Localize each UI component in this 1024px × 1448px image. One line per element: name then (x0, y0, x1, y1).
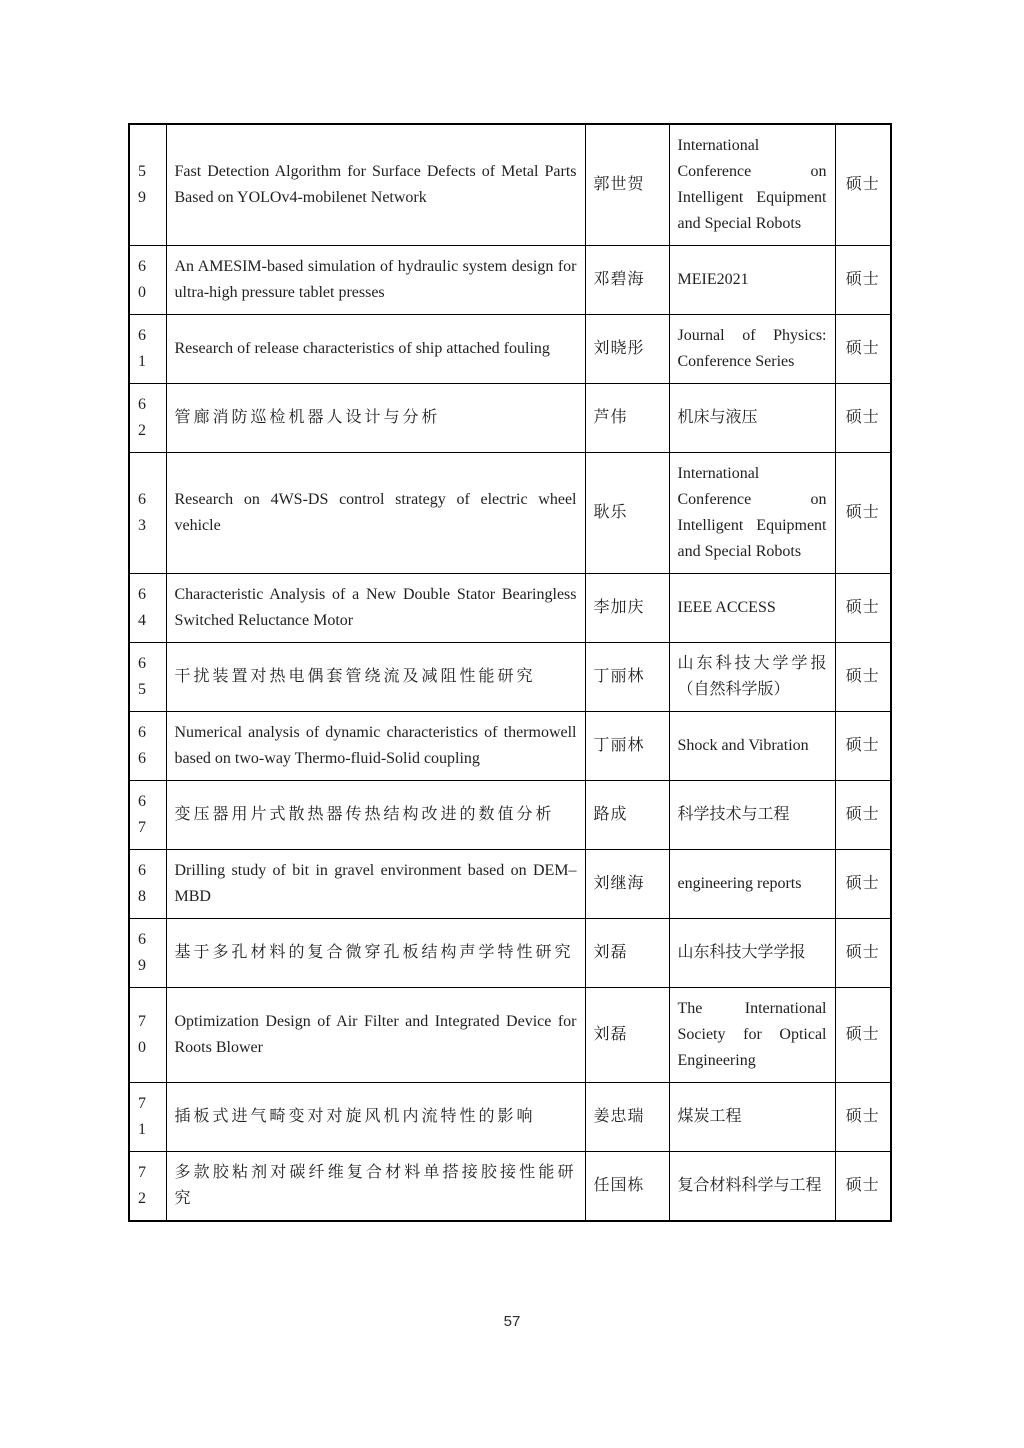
row-number-cell: 69 (129, 919, 166, 988)
author-name-cell: 耿乐 (585, 453, 669, 574)
author-name-cell: 路成 (585, 781, 669, 850)
author-name-cell: 邓碧海 (585, 246, 669, 315)
publications-table-body (129, 124, 891, 1221)
table-row (129, 1083, 891, 1152)
author-name-cell: 芦伟 (585, 384, 669, 453)
degree-cell: 硕士 (835, 1083, 891, 1152)
author-name-cell: 郭世贺 (585, 124, 669, 246)
table-row (129, 1152, 891, 1222)
paper-title-cell: 干扰装置对热电偶套管绕流及减阻性能研究 (166, 643, 585, 712)
paper-title-cell: 变压器用片式散热器传热结构改进的数值分析 (166, 781, 585, 850)
table-row (129, 384, 891, 453)
venue-cell: International Conference on Intelligent Equipment and Special Robots (669, 124, 835, 246)
venue-cell: 山东科技大学学报（自然科学版） (669, 643, 835, 712)
venue-cell: 煤炭工程 (669, 1083, 835, 1152)
author-name-cell: 李加庆 (585, 574, 669, 643)
row-number-cell: 66 (129, 712, 166, 781)
row-number-cell: 68 (129, 850, 166, 919)
row-number-cell: 63 (129, 453, 166, 574)
author-name-cell: 刘继海 (585, 850, 669, 919)
degree-cell: 硕士 (835, 124, 891, 246)
paper-title-cell: 基于多孔材料的复合微穿孔板结构声学特性研究 (166, 919, 585, 988)
author-name-cell: 刘磊 (585, 988, 669, 1083)
table-row (129, 574, 891, 643)
venue-cell: 机床与液压 (669, 384, 835, 453)
degree-cell: 硕士 (835, 453, 891, 574)
degree-cell: 硕士 (835, 643, 891, 712)
row-number-cell: 72 (129, 1152, 166, 1222)
degree-cell: 硕士 (835, 919, 891, 988)
row-number-cell: 62 (129, 384, 166, 453)
paper-title-cell: An AMESIM-based simulation of hydraulic system design for ultra-high pressure tablet presses (166, 246, 585, 315)
venue-cell: engineering reports (669, 850, 835, 919)
row-number-cell: 59 (129, 124, 166, 246)
venue-cell: Shock and Vibration (669, 712, 835, 781)
degree-cell: 硕士 (835, 781, 891, 850)
table-row (129, 919, 891, 988)
row-number-cell: 65 (129, 643, 166, 712)
author-name-cell: 丁丽林 (585, 643, 669, 712)
table-row (129, 246, 891, 315)
paper-title-cell: Characteristic Analysis of a New Double Stator Bearingless Switched Reluctance Motor (166, 574, 585, 643)
paper-title-cell: Drilling study of bit in gravel environment based on DEM–MBD (166, 850, 585, 919)
degree-cell: 硕士 (835, 712, 891, 781)
row-number-cell: 60 (129, 246, 166, 315)
venue-cell: MEIE2021 (669, 246, 835, 315)
venue-cell: IEEE ACCESS (669, 574, 835, 643)
venue-cell: Journal of Physics: Conference Series (669, 315, 835, 384)
venue-cell: 复合材料科学与工程 (669, 1152, 835, 1222)
author-name-cell: 丁丽林 (585, 712, 669, 781)
table-row (129, 712, 891, 781)
page-number: 57 (503, 1313, 521, 1330)
paper-title-cell: Research of release characteristics of ship attached fouling (166, 315, 585, 384)
paper-title-cell: Fast Detection Algorithm for Surface Defects of Metal Parts Based on YOLOv4-mobilenet Network (166, 124, 585, 246)
author-name-cell: 任国栋 (585, 1152, 669, 1222)
degree-cell: 硕士 (835, 315, 891, 384)
table-row (129, 453, 891, 574)
row-number-cell: 71 (129, 1083, 166, 1152)
venue-cell: 科学技术与工程 (669, 781, 835, 850)
degree-cell: 硕士 (835, 850, 891, 919)
row-number-cell: 67 (129, 781, 166, 850)
degree-cell: 硕士 (835, 246, 891, 315)
table-row (129, 124, 891, 246)
author-name-cell: 刘磊 (585, 919, 669, 988)
venue-cell: 山东科技大学学报 (669, 919, 835, 988)
row-number-cell: 64 (129, 574, 166, 643)
row-number-cell: 70 (129, 988, 166, 1083)
paper-title-cell: 插板式进气畸变对对旋风机内流特性的影响 (166, 1083, 585, 1152)
table-row (129, 643, 891, 712)
author-name-cell: 刘晓彤 (585, 315, 669, 384)
degree-cell: 硕士 (835, 988, 891, 1083)
table-row (129, 850, 891, 919)
venue-cell: The International Society for Optical Engineering (669, 988, 835, 1083)
paper-title-cell: Research on 4WS-DS control strategy of electric wheel vehicle (166, 453, 585, 574)
paper-title-cell: Numerical analysis of dynamic characteristics of thermowell based on two-way Thermo-fluid-Solid coupling (166, 712, 585, 781)
table-row (129, 988, 891, 1083)
degree-cell: 硕士 (835, 384, 891, 453)
author-name-cell: 姜忠瑞 (585, 1083, 669, 1152)
venue-cell: International Conference on Intelligent Equipment and Special Robots (669, 453, 835, 574)
table-row (129, 781, 891, 850)
degree-cell: 硕士 (835, 1152, 891, 1222)
publications-table (128, 123, 892, 1222)
paper-title-cell: Optimization Design of Air Filter and Integrated Device for Roots Blower (166, 988, 585, 1083)
paper-title-cell: 多款胶粘剂对碳纤维复合材料单搭接胶接性能研究 (166, 1152, 585, 1222)
table-row (129, 315, 891, 384)
degree-cell: 硕士 (835, 574, 891, 643)
paper-title-cell: 管廊消防巡检机器人设计与分析 (166, 384, 585, 453)
row-number-cell: 61 (129, 315, 166, 384)
